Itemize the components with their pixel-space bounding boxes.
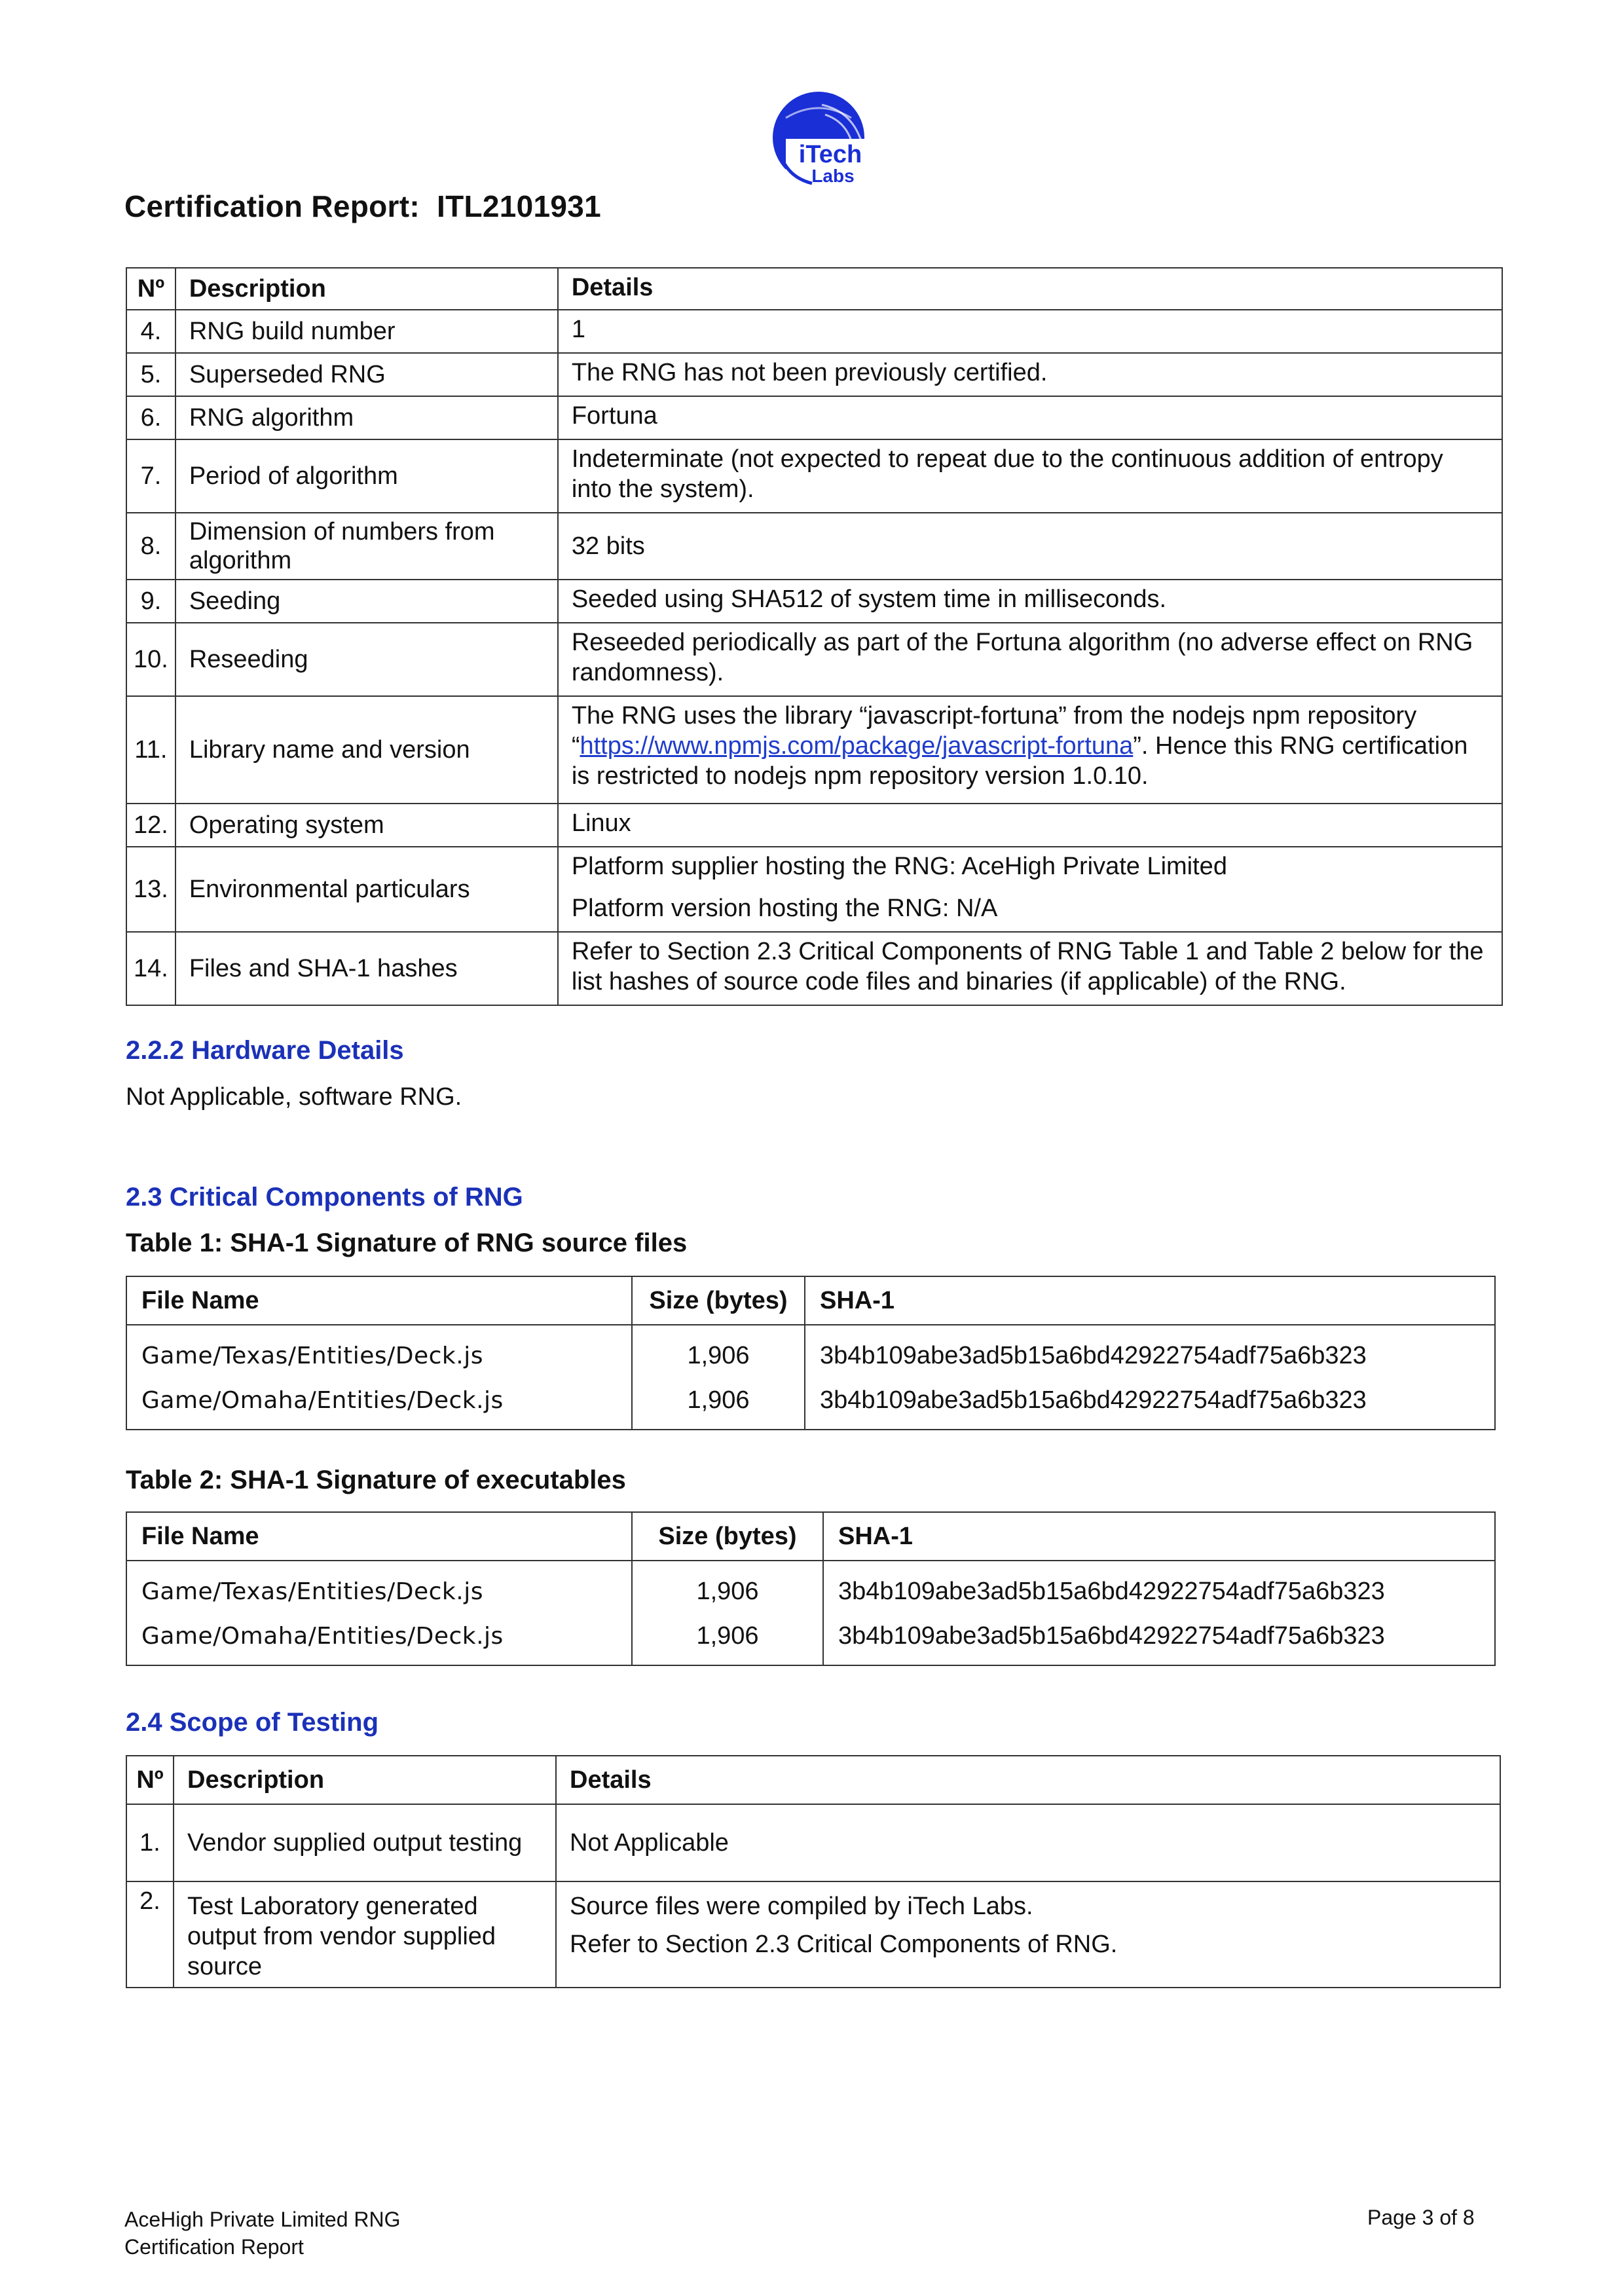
hardware-text: Not Applicable, software RNG. [126, 1083, 462, 1111]
header-size: Size (bytes) [632, 1276, 805, 1325]
table-row [126, 513, 1502, 580]
table-row [126, 1804, 1500, 1881]
row-details: Not Applicable [556, 1804, 1500, 1881]
row-details: Reseeded periodically as part of the Fortuna algorithm (no adverse effect on RNG randomness). [558, 623, 1502, 696]
table-row [126, 696, 1502, 804]
header-file-name: File Name [126, 1276, 632, 1325]
header-details: Details [556, 1756, 1500, 1804]
executables-table [126, 1511, 1496, 1666]
rng-details-table [126, 267, 1503, 1006]
scope-heading: 2.4 Scope of Testing [126, 1708, 378, 1737]
table-header-row [126, 1512, 1495, 1561]
row-details: Linux [558, 804, 1502, 847]
header-no: Nº [126, 1756, 174, 1804]
row-no: 7. [126, 439, 175, 513]
header-sha1: SHA-1 [823, 1512, 1495, 1561]
header-file-name: File Name [126, 1512, 632, 1561]
row-description: Superseded RNG [175, 353, 558, 396]
table-row [126, 804, 1502, 847]
header-size: Size (bytes) [632, 1512, 823, 1561]
file-size: 1,906 [632, 1561, 823, 1614]
file-size: 1,906 [632, 1378, 805, 1430]
table-row [126, 1325, 1495, 1378]
footer-report-name [124, 2206, 400, 2261]
header-description: Description [175, 268, 558, 310]
source-files-table [126, 1276, 1496, 1430]
row-description: Operating system [175, 804, 558, 847]
file-name: Game/Omaha/Entities/Deck.js [126, 1614, 632, 1665]
header-no: Nº [126, 268, 175, 310]
row-details: Indeterminate (not expected to repeat due to the continuous addition of entropy into the system). [558, 439, 1502, 513]
library-text-a: The RNG uses the library “javascript-fortuna” from the nodejs npm repository “ [571, 702, 1417, 760]
row-description: RNG algorithm [175, 396, 558, 439]
table-row [126, 1561, 1495, 1614]
header-details: Details [558, 268, 1502, 310]
row-description: Period of algorithm [175, 439, 558, 513]
row-no: 5. [126, 353, 175, 396]
row-details: Seeded using SHA512 of system time in milliseconds. [558, 580, 1502, 623]
table-row [126, 310, 1502, 353]
file-sha1: 3b4b109abe3ad5b15a6bd42922754adf75a6b323 [805, 1325, 1495, 1378]
critical-heading: 2.3 Critical Components of RNG [126, 1183, 523, 1212]
table-row [126, 1614, 1495, 1665]
file-sha1: 3b4b109abe3ad5b15a6bd42922754adf75a6b323 [805, 1378, 1495, 1430]
row-details: 1 [558, 310, 1502, 353]
row-details [558, 847, 1502, 932]
file-name: Game/Omaha/Entities/Deck.js [126, 1378, 632, 1430]
title-label: Certification Report: [124, 189, 420, 223]
table-header-row [126, 1276, 1495, 1325]
table-header-row [126, 1756, 1500, 1804]
scope-detail-line: Refer to Section 2.3 Critical Components of RNG. [570, 1931, 1118, 1958]
header-description: Description [174, 1756, 556, 1804]
table-row [126, 1881, 1500, 1988]
row-details: Refer to Section 2.3 Critical Components of RNG Table 1 and Table 2 below for the list hashes of source code files and binaries (if applicable) of the RNG. [558, 932, 1502, 1005]
row-no: 4. [126, 310, 175, 353]
scope-detail-line: Source files were compiled by iTech Labs. [570, 1893, 1033, 1920]
file-size: 1,906 [632, 1614, 823, 1665]
logo-text-itech: iTech [798, 141, 862, 168]
itech-labs-logo [760, 92, 877, 190]
page-number: Page 3 of 8 [1367, 2206, 1475, 2229]
file-name: Game/Texas/Entities/Deck.js [126, 1561, 632, 1614]
header-sha1: SHA-1 [805, 1276, 1495, 1325]
logo-text-labs: Labs [811, 166, 855, 186]
file-sha1: 3b4b109abe3ad5b15a6bd42922754adf75a6b323 [823, 1614, 1495, 1665]
table1-caption: Table 1: SHA-1 Signature of RNG source files [126, 1229, 688, 1257]
row-description: Dimension of numbers from algorithm [175, 513, 558, 580]
file-name: Game/Texas/Entities/Deck.js [126, 1325, 632, 1378]
table-row [126, 580, 1502, 623]
row-details: 32 bits [558, 513, 1502, 580]
row-description: Reseeding [175, 623, 558, 696]
row-description: Test Laboratory generated output from vendor supplied source [174, 1881, 556, 1988]
row-description: Files and SHA-1 hashes [175, 932, 558, 1005]
table-row [126, 396, 1502, 439]
platform-supplier: Platform supplier hosting the RNG: AceHigh Private Limited [571, 853, 1227, 880]
table2-caption: Table 2: SHA-1 Signature of executables [126, 1466, 626, 1494]
row-description: Seeding [175, 580, 558, 623]
table-row [126, 1378, 1495, 1430]
row-details [558, 696, 1502, 804]
row-no: 2. [126, 1881, 174, 1988]
table-row [126, 353, 1502, 396]
file-size: 1,906 [632, 1325, 805, 1378]
row-description: Vendor supplied output testing [174, 1804, 556, 1881]
row-no: 14. [126, 932, 175, 1005]
table-row [126, 847, 1502, 932]
row-no: 6. [126, 396, 175, 439]
npm-package-link[interactable]: https://www.npmjs.com/package/javascript-fortuna [580, 732, 1134, 760]
row-description: Environmental particulars [175, 847, 558, 932]
row-no: 9. [126, 580, 175, 623]
table-header-row [126, 268, 1502, 310]
hardware-heading: 2.2.2 Hardware Details [126, 1036, 404, 1065]
row-no: 13. [126, 847, 175, 932]
page-title [124, 189, 601, 224]
row-details [556, 1881, 1500, 1988]
footer-line: Certification Report [124, 2235, 304, 2259]
row-details: Fortuna [558, 396, 1502, 439]
row-no: 10. [126, 623, 175, 696]
row-no: 1. [126, 1804, 174, 1881]
scope-table [126, 1755, 1501, 1988]
row-no: 8. [126, 513, 175, 580]
table-row [126, 932, 1502, 1005]
table-row [126, 623, 1502, 696]
library-text-b: ”. Hence this RNG certification is restricted to nodejs npm repository version 1.0.10. [571, 732, 1468, 790]
row-details: The RNG has not been previously certified. [558, 353, 1502, 396]
file-sha1: 3b4b109abe3ad5b15a6bd42922754adf75a6b323 [823, 1561, 1495, 1614]
footer-line: AceHigh Private Limited RNG [124, 2208, 401, 2231]
table-row [126, 439, 1502, 513]
row-no: 12. [126, 804, 175, 847]
platform-version: Platform version hosting the RNG: N/A [571, 895, 998, 922]
row-description: Library name and version [175, 696, 558, 804]
row-description: RNG build number [175, 310, 558, 353]
certificate-number: ITL2101931 [436, 189, 602, 223]
row-no: 11. [126, 696, 175, 804]
